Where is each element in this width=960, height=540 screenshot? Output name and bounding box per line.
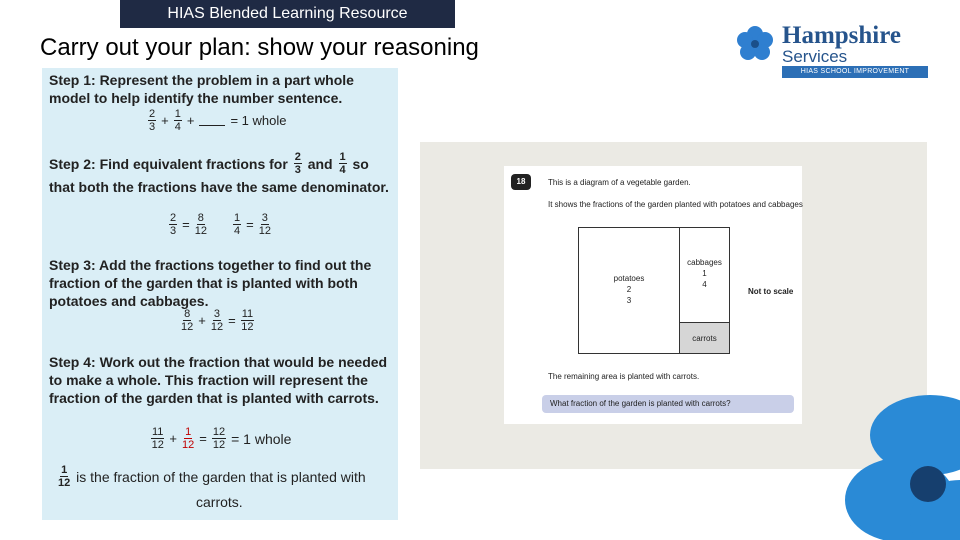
logo-name: Hampshire bbox=[782, 22, 901, 49]
steps-panel bbox=[42, 68, 398, 520]
question-intro: This is a diagram of a vegetable garden. bbox=[548, 178, 691, 187]
step-1-text: Step 1: Represent the problem in a part whole model to help identify the number sentence. bbox=[49, 72, 354, 106]
step-2-text: Step 2: Find equivalent fractions for $\frac{2}{3}$ and $\frac{1}{4}$ so that both the fractions have the same denominator. bbox=[49, 151, 389, 195]
logo-subtitle: Services bbox=[782, 47, 848, 66]
step-4-equation: $\frac{11}{12}$ + $\frac{1}{12}$ = $\frac{12}{12}$ = 1 whole bbox=[151, 426, 292, 451]
divider-line bbox=[679, 322, 729, 323]
step-2-equation-a: $\frac{2}{3}$ = $\frac{8}{12}$ bbox=[170, 212, 207, 237]
fraction: $\frac{1}{4}$ bbox=[174, 108, 181, 133]
question-number: 18 bbox=[511, 174, 531, 190]
cabbages-label: cabbages 1 4 bbox=[687, 258, 722, 289]
remaining-area-text: The remaining area is planted with carrots. bbox=[548, 372, 700, 381]
fraction: $\frac{2}{3}$ bbox=[170, 212, 177, 237]
garden-diagram bbox=[578, 227, 730, 354]
flower-logo-icon bbox=[730, 24, 780, 64]
potatoes-label: potatoes 2 3 bbox=[613, 274, 645, 305]
step-3-text: Step 3: Add the fractions together to find out the fraction of the garden that is planted with both potatoes and cabbages. bbox=[49, 257, 372, 309]
not-to-scale-note: Not to scale bbox=[748, 287, 794, 296]
step-1-equation: $\frac{2}{3}$ + $\frac{1}{4}$ + = 1 whole bbox=[149, 108, 287, 133]
step-4-text: Step 4: Work out the fraction that would be needed to make a whole. This fraction will represent the fraction of the garden that is planted with carrots. bbox=[49, 354, 388, 406]
page-title: Carry out your plan: show your reasoning bbox=[40, 34, 479, 61]
fraction: $\frac{11}{12}$ bbox=[241, 308, 254, 333]
resource-banner: HIAS Blended Learning Resource bbox=[120, 0, 455, 28]
question-description: It shows the fractions of the garden planted with potatoes and cabbages bbox=[548, 200, 803, 209]
fraction: $\frac{11}{12}$ bbox=[151, 426, 164, 451]
logo-tagline: HIAS SCHOOL IMPROVEMENT bbox=[782, 66, 928, 78]
step-3-equation: $\frac{8}{12}$ + $\frac{3}{12}$ = $\frac{11}{12}$ bbox=[181, 308, 254, 333]
hampshire-logo bbox=[730, 22, 930, 82]
decorative-flower-icon bbox=[800, 380, 960, 540]
step-2-equation-b: $\frac{1}{4}$ = $\frac{3}{12}$ bbox=[234, 212, 271, 237]
fraction: $\frac{8}{12}$ bbox=[194, 212, 207, 237]
fraction: $\frac{12}{12}$ bbox=[212, 426, 226, 451]
carrots-fraction: $\frac{1}{12}$ bbox=[182, 426, 195, 451]
fraction: $\frac{8}{12}$ bbox=[181, 308, 194, 333]
fraction: $\frac{2}{3}$ bbox=[149, 108, 156, 133]
conclusion-text: $\frac{1}{12}$ is the fraction of the garden that is planted with carrots. bbox=[58, 464, 366, 510]
question-card bbox=[504, 166, 802, 424]
fraction: $\frac{2}{3}$ bbox=[294, 151, 301, 176]
fraction: $\frac{1}{4}$ bbox=[234, 212, 241, 237]
answer-blank bbox=[199, 116, 225, 126]
fraction: $\frac{3}{12}$ bbox=[258, 212, 271, 237]
question-prompt: What fraction of the garden is planted with carrots? bbox=[542, 395, 794, 413]
fraction: $\frac{1}{4}$ bbox=[339, 151, 346, 176]
fraction: $\frac{1}{12}$ bbox=[58, 464, 71, 489]
carrots-label: carrots bbox=[692, 334, 717, 343]
fraction: $\frac{3}{12}$ bbox=[210, 308, 224, 333]
